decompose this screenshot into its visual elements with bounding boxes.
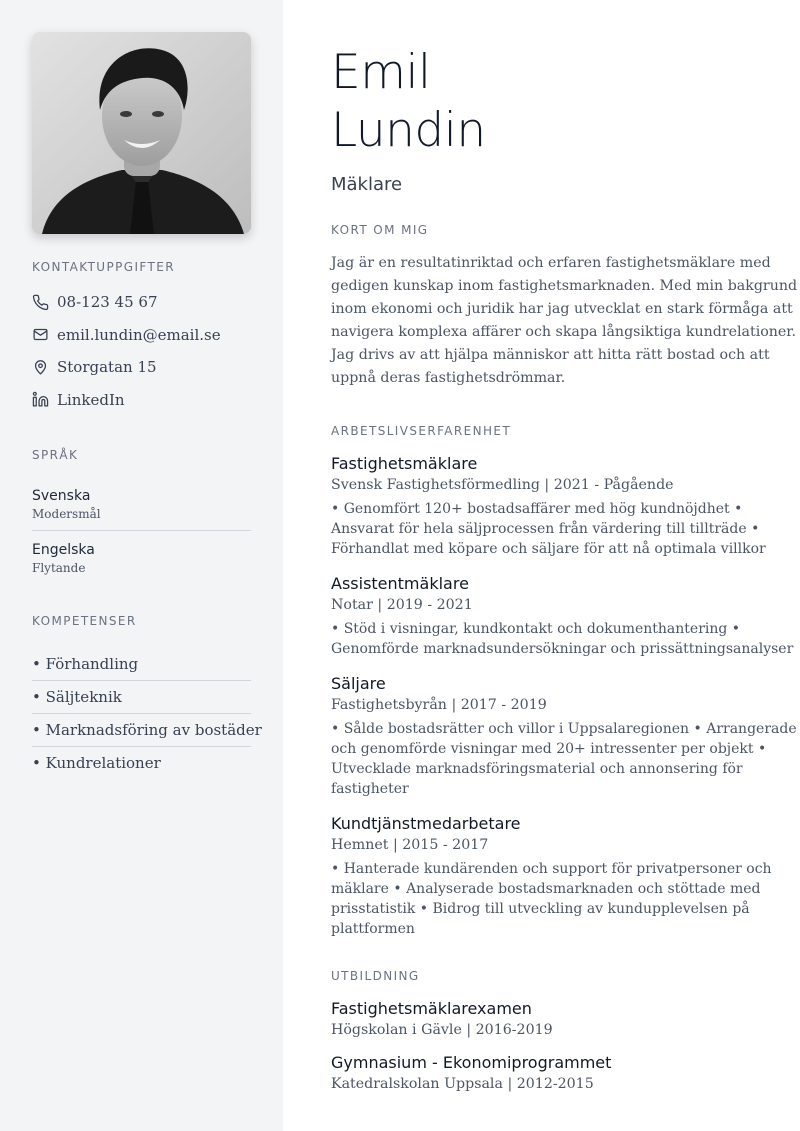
job-meta: Notar | 2019 - 2021 — [331, 597, 473, 613]
job-description: • Sålde bostadsrätter och villor i Uppsalaregionen • Arrangerade och genomförde visningar med 20+ intressenter per objekt • Utvecklade marknadsföringsmaterial och annonsering för fastigheter — [331, 721, 797, 797]
profile-photo — [32, 32, 251, 234]
skill-item: • Förhandling — [32, 648, 251, 681]
main-content — [331, 0, 800, 1094]
phone-icon — [32, 294, 49, 311]
mail-icon — [32, 326, 49, 343]
portrait-image — [32, 32, 251, 234]
about-text: Jag är en resultatinriktad och erfaren fastighetsmäklare med gedigen kunskap inom fastighetsmarknaden. Med min bakgrund inom ekonomi och juridik har jag utvecklat en stark förmåga att navigera komplexa affärer och skapa långsiktiga kundrelationer. Jag drivs av att hjälpa människor att hitta rätt bostad och att uppnå deras fastighetsdrömmar. — [331, 255, 798, 386]
contact-address-text: Storgatan 15 — [57, 358, 157, 377]
skill-item: • Säljteknik — [32, 681, 251, 714]
skills-heading: KOMPETENSER — [32, 614, 137, 628]
language-name: Svenska — [32, 488, 91, 504]
sidebar — [0, 0, 283, 1131]
contact-phone-text: 08-123 45 67 — [57, 293, 158, 312]
job-meta: Fastighetsbyrån | 2017 - 2019 — [331, 697, 547, 713]
education-entry — [331, 999, 800, 1040]
contact-phone[interactable] — [32, 286, 251, 319]
job-title: Assistentmäklare — [331, 574, 469, 593]
education-meta: Högskolan i Gävle | 2016-2019 — [331, 1022, 553, 1038]
job-meta: Svensk Fastighetsförmedling | 2021 - Pågående — [331, 477, 674, 493]
languages-list — [32, 487, 251, 584]
job-meta: Hemnet | 2015 - 2017 — [331, 837, 489, 853]
last-name: Lundin — [331, 103, 486, 158]
contact-linkedin-text: LinkedIn — [57, 390, 125, 409]
job-title: Fastighetsmäklare — [331, 454, 478, 473]
contact-address — [32, 351, 251, 384]
experience-list — [331, 454, 800, 939]
languages-heading: SPRÅK — [32, 448, 79, 462]
first-name: Emil — [331, 45, 431, 100]
contact-linkedin[interactable] — [32, 384, 251, 417]
contact-email-text: emil.lundin@email.se — [57, 325, 221, 344]
education-title: Fastighetsmäklarexamen — [331, 999, 532, 1018]
job-description: • Hanterade kundärenden och support för privatpersoner och mäklare • Analyserade bostadsmarknaden och stöttade med prisstatistik • Bidrog till utveckling av kundupplevelsen på plattformen — [331, 861, 772, 937]
education-entry — [331, 1053, 800, 1094]
education-list — [331, 999, 800, 1094]
linkedin-icon — [32, 391, 49, 408]
job-entry — [331, 814, 800, 939]
job-title: Säljare — [331, 674, 386, 693]
experience-heading: ARBETSLIVSERFARENHET — [331, 424, 512, 438]
contact-heading: KONTAKTUPPGIFTER — [32, 260, 175, 274]
job-entry — [331, 674, 800, 799]
job-entry — [331, 454, 800, 559]
job-description: • Genomfört 120+ bostadsaffärer med hög kundnöjdhet • Ansvarat för hela säljprocessen från värdering till tillträde • Förhandlat med köpare och säljare för att nå optimala villkor — [331, 501, 766, 557]
language-name: Engelska — [32, 542, 95, 558]
skills-list — [32, 648, 262, 780]
full-name — [331, 44, 800, 160]
job-description: • Stöd i visningar, kundkontakt och dokumenthantering • Genomförde marknadsundersökningar och prissättningsanalyser — [331, 621, 794, 657]
job-title-subtitle: Mäklare — [331, 174, 403, 195]
contact-list — [32, 286, 251, 416]
skill-item: • Marknadsföring av bostäder — [32, 714, 251, 747]
language-level: Modersmål — [32, 507, 101, 521]
job-title: Kundtjänstmedarbetare — [331, 814, 521, 833]
language-level: Flytande — [32, 561, 86, 575]
language-item — [32, 541, 251, 584]
education-heading: UTBILDNING — [331, 969, 420, 983]
location-pin-icon — [32, 359, 49, 376]
education-meta: Katedralskolan Uppsala | 2012-2015 — [331, 1076, 594, 1092]
language-item — [32, 487, 251, 531]
education-title: Gymnasium - Ekonomiprogrammet — [331, 1053, 612, 1072]
about-heading: KORT OM MIG — [331, 223, 429, 237]
contact-email[interactable] — [32, 319, 251, 352]
skill-item: • Kundrelationer — [32, 754, 161, 772]
job-entry — [331, 574, 800, 659]
